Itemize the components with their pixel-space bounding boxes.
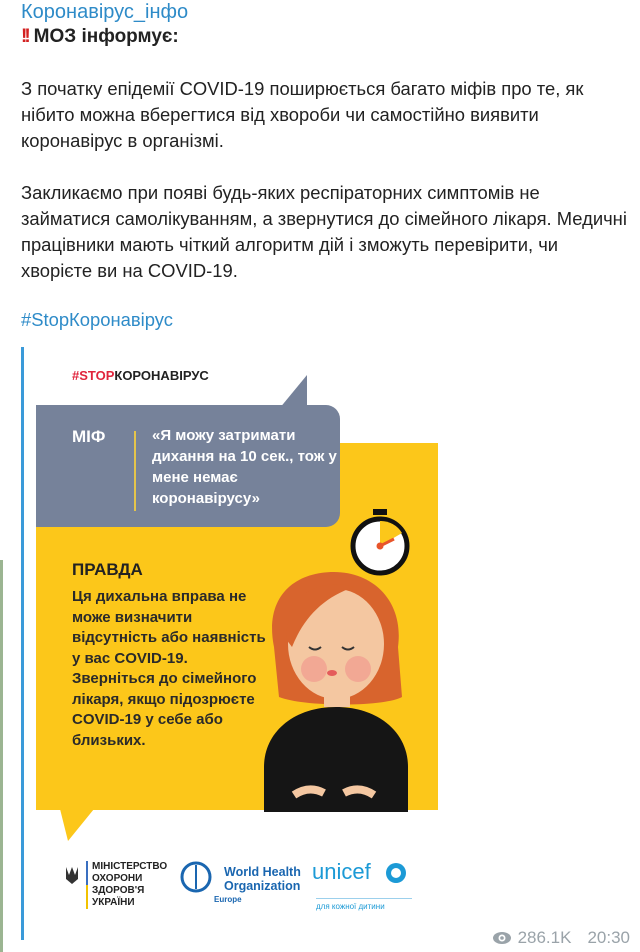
channel-name[interactable]: Коронавірус_інфо (21, 1, 189, 23)
who-logo-sub: Europe (214, 895, 242, 904)
poster-hashtag: #STOPКОРОНАВІРУС (72, 368, 209, 383)
truth-text: Ця дихальна вправа не може визначити відсутність або наявність у вас COVID-19. Зверніться до сімейного лікаря, якщо підозрюєте COVID-19 у себе або близьких. (72, 588, 266, 749)
double-exclamation-icon: !! (21, 26, 28, 47)
who-logo-text: World Health Organization (224, 865, 301, 893)
view-count: 286.1K (517, 928, 572, 947)
unicef-logo-text: unicef (312, 859, 371, 884)
trident-icon (64, 865, 80, 885)
hashtag-link[interactable]: #StopКоронавірус (21, 309, 173, 330)
stopwatch-icon (353, 509, 407, 573)
background-edge (0, 560, 3, 952)
post-paragraph-1: З початку епідемії COVID-19 поширюється багато міфів про те, як нібито можна вберегтися від хвороби чи самостійно виявити коронавірус в організмі. (21, 78, 584, 151)
post-headline (21, 24, 179, 50)
eye-icon (492, 931, 512, 945)
headline-text: МОЗ інформує: (33, 26, 179, 47)
partner-logos (24, 855, 444, 915)
poster-image[interactable] (24, 347, 464, 937)
myth-label: МІФ (72, 427, 106, 446)
myth-text: «Я можу затримати дихання на 10 сек., тож у мене немає коронавірусу» (152, 427, 337, 507)
moz-logo-text: МІНІСТЕРСТВО ОХОРОНИ ЗДОРОВ'Я УКРАЇНИ (86, 861, 154, 909)
unicef-emblem-icon (384, 861, 408, 885)
unicef-logo-sub: для кожної дитини (316, 898, 412, 911)
truth-title: ПРАВДА (72, 560, 143, 579)
who-emblem-icon (176, 861, 216, 893)
post-time: 20:30 (587, 928, 630, 947)
post-meta (492, 928, 630, 948)
post-paragraph-2: Закликаємо при появі будь-яких респіраторних симптомів не займатися самолікуванням, а звернутися до сімейного лікаря. Медичні працівники мають чіткий алгоритм дій і зможуть перевірити, чи хворієте ви на COVID-19. (21, 182, 627, 281)
woman-illustration (264, 572, 408, 812)
